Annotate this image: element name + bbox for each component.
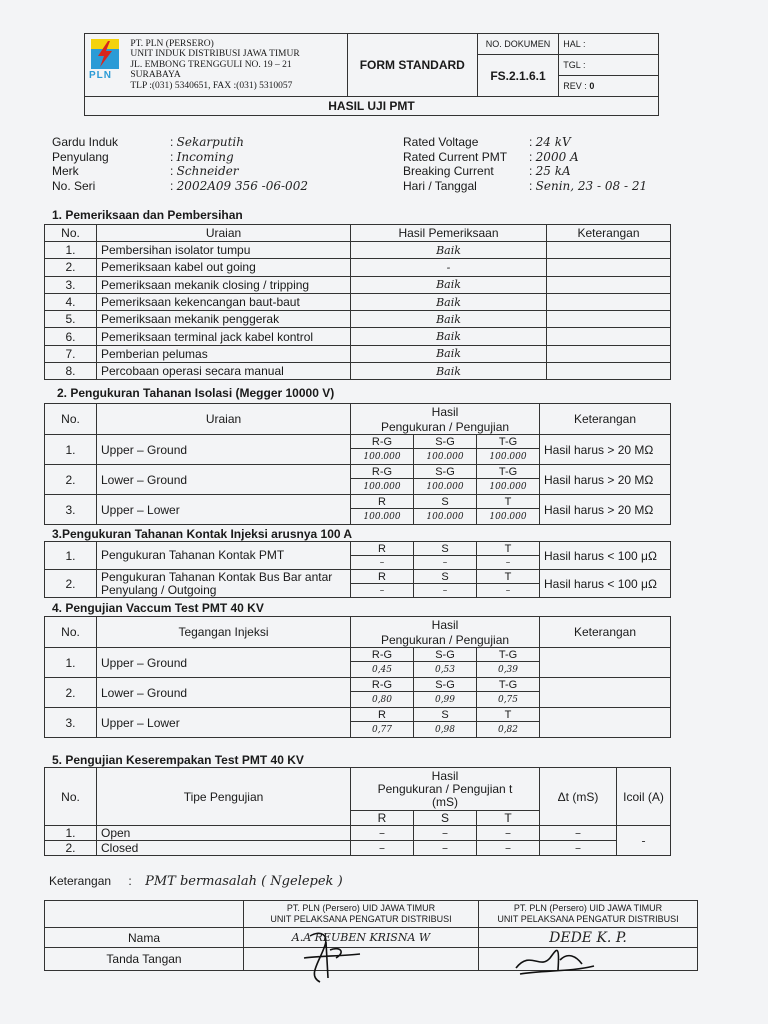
sub-col-header: S-G bbox=[414, 678, 477, 692]
row-uraian: Lower – Ground bbox=[97, 678, 351, 708]
row-keterangan bbox=[547, 345, 671, 362]
table-row bbox=[45, 259, 671, 276]
value-cell: 0,39 bbox=[477, 662, 540, 678]
col-header: Icoil (A) bbox=[617, 768, 671, 826]
col-header: Tipe Pengujian bbox=[97, 768, 351, 826]
col-header: Hasil Pemeriksaan bbox=[351, 225, 547, 242]
value-cell: 100.000 bbox=[414, 449, 477, 465]
table-row: 1. Open – – – – - bbox=[45, 826, 671, 841]
section-3-table bbox=[44, 541, 671, 598]
keterangan-row: Keterangan : PMT bermasalah ( Ngelepek ) bbox=[49, 874, 343, 889]
sub-col-header: S bbox=[414, 570, 477, 584]
row-no: 4. bbox=[45, 293, 97, 310]
hari-tanggal-value: Senin, 23 - 08 - 21 bbox=[535, 178, 648, 193]
row-uraian: Pemeriksaan mekanik penggerak bbox=[97, 311, 351, 328]
col-header: Pengukuran / Pengujian bbox=[351, 632, 540, 648]
col-header: Uraian bbox=[97, 225, 351, 242]
row-keterangan bbox=[547, 328, 671, 345]
value-cell: 0,80 bbox=[351, 692, 414, 708]
penyulang-value: Incoming bbox=[176, 149, 234, 164]
value-cell: 0,77 bbox=[351, 722, 414, 738]
section-1-title: 1. Pemeriksaan dan Pembersihan bbox=[52, 208, 243, 222]
sub-col-header: T-G bbox=[477, 465, 540, 479]
value-cell: 100.000 bbox=[477, 509, 540, 525]
row-uraian: Upper – Lower bbox=[97, 708, 351, 738]
value-cell: 100.000 bbox=[351, 509, 414, 525]
row-hasil: Baik bbox=[351, 242, 547, 259]
sub-col-header: R bbox=[351, 708, 414, 722]
keterangan-label: Keterangan bbox=[49, 874, 112, 888]
sub-col-header: R-G bbox=[351, 435, 414, 449]
info-row: Gardu Induk : Sekarputih bbox=[52, 135, 244, 149]
row-uraian: Pengukuran Tahanan Kontak Bus Bar antar Penyulang / Outgoing bbox=[97, 570, 351, 598]
table-row bbox=[45, 648, 671, 662]
row-hasil: - bbox=[351, 259, 547, 276]
value-cell: – bbox=[477, 556, 540, 570]
value-cell: 0,75 bbox=[477, 692, 540, 708]
nama-1: A.A REUBEN KRISNA W bbox=[244, 928, 479, 948]
sub-col-header: S-G bbox=[414, 435, 477, 449]
row-uraian: Upper – Lower bbox=[97, 495, 351, 525]
row-uraian: Upper – Ground bbox=[97, 648, 351, 678]
row-no: 1. bbox=[45, 242, 97, 259]
table-row bbox=[45, 311, 671, 328]
row-no: 3. bbox=[45, 708, 97, 738]
info-row: Rated Current PMT : 2000 A bbox=[403, 149, 579, 164]
info-row: Rated Voltage : 24 kV bbox=[403, 135, 571, 149]
section-2-title: 2. Pengukuran Tahanan Isolasi (Megger 10000 V) bbox=[57, 386, 335, 400]
value-cell: – bbox=[414, 584, 477, 598]
row-keterangan: Hasil harus > 20 MΩ bbox=[540, 435, 671, 465]
table-row bbox=[45, 495, 671, 509]
row-keterangan: Hasil harus > 20 MΩ bbox=[540, 465, 671, 495]
col-header: Tegangan Injeksi bbox=[97, 617, 351, 648]
row-uraian: Percobaan operasi secara manual bbox=[97, 363, 351, 380]
value-cell: 100.000 bbox=[414, 509, 477, 525]
section-5-title: 5. Pengujian Keserempakan Test PMT 40 KV bbox=[52, 753, 304, 767]
sub-col-header: T-G bbox=[477, 678, 540, 692]
row-keterangan bbox=[547, 293, 671, 310]
col-header: Hasil Pengukuran / Pengujian t (mS) bbox=[351, 768, 540, 811]
sub-col-header: T bbox=[477, 542, 540, 556]
sub-col-header: R bbox=[351, 570, 414, 584]
merk-value: Schneider bbox=[176, 164, 239, 178]
row-keterangan: Hasil harus > 20 MΩ bbox=[540, 495, 671, 525]
sub-col-header: T-G bbox=[477, 648, 540, 662]
nama-label: Nama bbox=[45, 928, 244, 948]
signature-2-image bbox=[510, 930, 600, 980]
hal-label: HAL : bbox=[559, 34, 659, 55]
pln-logo bbox=[89, 39, 123, 85]
value-cell: – bbox=[351, 556, 414, 570]
no-dokumen-label: NO. DOKUMEN bbox=[477, 34, 559, 55]
row-keterangan bbox=[540, 708, 671, 738]
row-keterangan bbox=[547, 311, 671, 328]
sub-col-header: R-G bbox=[351, 648, 414, 662]
value-cell: 0,98 bbox=[414, 722, 477, 738]
table-row bbox=[45, 242, 671, 259]
row-uraian: Pemberian pelumas bbox=[97, 345, 351, 362]
row-no: 6. bbox=[45, 328, 97, 345]
company-phone: TLP :(031) 5340651, FAX :(031) 5310057 bbox=[130, 80, 293, 91]
rev-label: REV : bbox=[563, 81, 587, 91]
row-uraian: Upper – Ground bbox=[97, 435, 351, 465]
breaking-current-value: 25 kA bbox=[535, 164, 571, 178]
col-header: No. bbox=[45, 617, 97, 648]
sub-col-header: S-G bbox=[414, 465, 477, 479]
col-header: Uraian bbox=[97, 404, 351, 435]
row-hasil: Baik bbox=[351, 328, 547, 345]
table-row bbox=[45, 435, 671, 449]
table-row: 2. Closed – – – – bbox=[45, 841, 671, 856]
sub-col-header: T bbox=[477, 708, 540, 722]
row-no: 1. bbox=[45, 542, 97, 570]
row-hasil: Baik bbox=[351, 363, 547, 380]
col-header: Keterangan bbox=[540, 617, 671, 648]
section-2-table bbox=[44, 403, 671, 525]
rated-current-value: 2000 A bbox=[535, 149, 579, 164]
signature-1-image bbox=[290, 928, 370, 988]
company-unit: UNIT INDUK DISTRIBUSI JAWA TIMUR bbox=[130, 49, 300, 60]
row-keterangan: Hasil harus < 100 μΩ bbox=[540, 542, 671, 570]
row-no: 2. bbox=[45, 465, 97, 495]
row-keterangan bbox=[547, 363, 671, 380]
rated-voltage-value: 24 kV bbox=[535, 135, 571, 149]
col-header: No. bbox=[45, 768, 97, 826]
row-no: 2. bbox=[45, 570, 97, 598]
row-keterangan bbox=[547, 242, 671, 259]
value-cell: 0,99 bbox=[414, 692, 477, 708]
table-row bbox=[45, 708, 671, 722]
nama-2: DEDE K. P. bbox=[479, 928, 698, 948]
keterangan-value: PMT bermasalah ( Ngelepek ) bbox=[145, 874, 343, 889]
row-no: 3. bbox=[45, 276, 97, 293]
row-keterangan bbox=[547, 259, 671, 276]
value-cell: 0,45 bbox=[351, 662, 414, 678]
table-row bbox=[45, 345, 671, 362]
info-row: Breaking Current : 25 kA bbox=[403, 164, 571, 178]
row-no: 2. bbox=[45, 259, 97, 276]
row-no: 3. bbox=[45, 495, 97, 525]
row-uraian: Pengukuran Tahanan Kontak PMT bbox=[97, 542, 351, 570]
info-row: Penyulang : Incoming bbox=[52, 149, 234, 164]
table-row bbox=[45, 465, 671, 479]
table-row bbox=[45, 570, 671, 584]
value-cell: – bbox=[351, 584, 414, 598]
value-cell: 100.000 bbox=[351, 479, 414, 495]
sub-col-header: R bbox=[351, 542, 414, 556]
table-row bbox=[45, 678, 671, 692]
col-header: Keterangan bbox=[547, 225, 671, 242]
col-header: Keterangan bbox=[540, 404, 671, 435]
row-hasil: Baik bbox=[351, 293, 547, 310]
value-cell: – bbox=[477, 584, 540, 598]
row-keterangan bbox=[547, 276, 671, 293]
company-city: SURABAYA bbox=[130, 70, 181, 81]
value-cell: 100.000 bbox=[477, 449, 540, 465]
value-cell: 0,82 bbox=[477, 722, 540, 738]
info-right bbox=[403, 135, 703, 193]
gardu-induk-value: Sekarputih bbox=[176, 135, 244, 149]
sub-col-header: S bbox=[414, 811, 477, 826]
section-4-title: 4. Pengujian Vaccum Test PMT 40 KV bbox=[52, 601, 264, 615]
row-no: 7. bbox=[45, 345, 97, 362]
col-header: Pengukuran / Pengujian bbox=[351, 419, 540, 435]
value-cell: – bbox=[414, 556, 477, 570]
row-uraian: Pemeriksaan kekencangan baut-baut bbox=[97, 293, 351, 310]
row-hasil: Baik bbox=[351, 345, 547, 362]
company-block bbox=[85, 34, 348, 97]
company-name: PT. PLN (PERSERO) bbox=[130, 38, 214, 49]
row-no: 2. bbox=[45, 678, 97, 708]
sub-col-header: T bbox=[477, 495, 540, 509]
row-hasil: Baik bbox=[351, 311, 547, 328]
document-header bbox=[84, 33, 659, 116]
row-uraian: Lower – Ground bbox=[97, 465, 351, 495]
sub-col-header: R-G bbox=[351, 465, 414, 479]
row-no: 1. bbox=[45, 435, 97, 465]
table-row bbox=[45, 363, 671, 380]
info-left bbox=[52, 135, 392, 193]
sub-col-header: T-G bbox=[477, 435, 540, 449]
col-header: Hasil bbox=[351, 617, 540, 633]
no-seri-value: 2002A09 356 -06-002 bbox=[176, 178, 308, 193]
table-row bbox=[45, 542, 671, 556]
row-keterangan bbox=[540, 648, 671, 678]
sub-col-header: T bbox=[477, 570, 540, 584]
row-keterangan bbox=[540, 678, 671, 708]
sub-col-header: R bbox=[351, 811, 414, 826]
row-uraian: Pemeriksaan mekanik closing / tripping bbox=[97, 276, 351, 293]
col-header: No. bbox=[45, 225, 97, 242]
table-row bbox=[45, 328, 671, 345]
table-row bbox=[45, 293, 671, 310]
col-header: No. bbox=[45, 404, 97, 435]
form-standard-label: FORM STANDARD bbox=[347, 34, 477, 97]
info-row: Merk : Schneider bbox=[52, 164, 239, 178]
logo-text: PLN bbox=[89, 69, 112, 81]
icoil-value: - bbox=[617, 826, 671, 856]
section-5-table bbox=[44, 767, 671, 856]
rev-value: 0 bbox=[589, 81, 595, 91]
row-no: 5. bbox=[45, 311, 97, 328]
company-address: JL. EMBONG TRENGGULI NO. 19 – 21 bbox=[130, 59, 292, 70]
sub-col-header: R-G bbox=[351, 678, 414, 692]
info-row: No. Seri : 2002A09 356 -06-002 bbox=[52, 178, 308, 193]
value-cell: 100.000 bbox=[414, 479, 477, 495]
row-hasil: Baik bbox=[351, 276, 547, 293]
section-3-title: 3.Pengukuran Tahanan Kontak Injeksi arusnya 100 A bbox=[52, 527, 353, 541]
row-no: 8. bbox=[45, 363, 97, 380]
col-header: Hasil bbox=[351, 404, 540, 420]
table-row bbox=[45, 276, 671, 293]
info-row: Hari / Tanggal : Senin, 23 - 08 - 21 bbox=[403, 178, 648, 193]
form-title: HASIL UJI PMT bbox=[85, 97, 659, 116]
col-header: Δt (mS) bbox=[540, 768, 617, 826]
section-4-table bbox=[44, 616, 671, 738]
value-cell: 100.000 bbox=[477, 479, 540, 495]
row-no: 1. bbox=[45, 648, 97, 678]
tgl-label: TGL : bbox=[559, 55, 659, 76]
row-uraian: Pemeriksaan terminal jack kabel kontrol bbox=[97, 328, 351, 345]
sub-col-header: T bbox=[477, 811, 540, 826]
signature-col-1-header: PT. PLN (Persero) UID JAWA TIMUR UNIT PELAKSANA PENGATUR DISTRIBUSI bbox=[244, 901, 479, 928]
value-cell: 100.000 bbox=[351, 449, 414, 465]
tanda-tangan-label: Tanda Tangan bbox=[45, 948, 244, 971]
no-dokumen-value: FS.2.1.6.1 bbox=[477, 55, 559, 97]
value-cell: 0,53 bbox=[414, 662, 477, 678]
signature-col-2-header: PT. PLN (Persero) UID JAWA TIMUR UNIT PELAKSANA PENGATUR DISTRIBUSI bbox=[479, 901, 698, 928]
row-uraian: Pemeriksaan kabel out going bbox=[97, 259, 351, 276]
row-keterangan: Hasil harus < 100 μΩ bbox=[540, 570, 671, 598]
sub-col-header: S bbox=[414, 708, 477, 722]
row-uraian: Pembersihan isolator tumpu bbox=[97, 242, 351, 259]
sub-col-header: S-G bbox=[414, 648, 477, 662]
sub-col-header: S bbox=[414, 542, 477, 556]
sub-col-header: S bbox=[414, 495, 477, 509]
section-1-table bbox=[44, 224, 671, 380]
sub-col-header: R bbox=[351, 495, 414, 509]
